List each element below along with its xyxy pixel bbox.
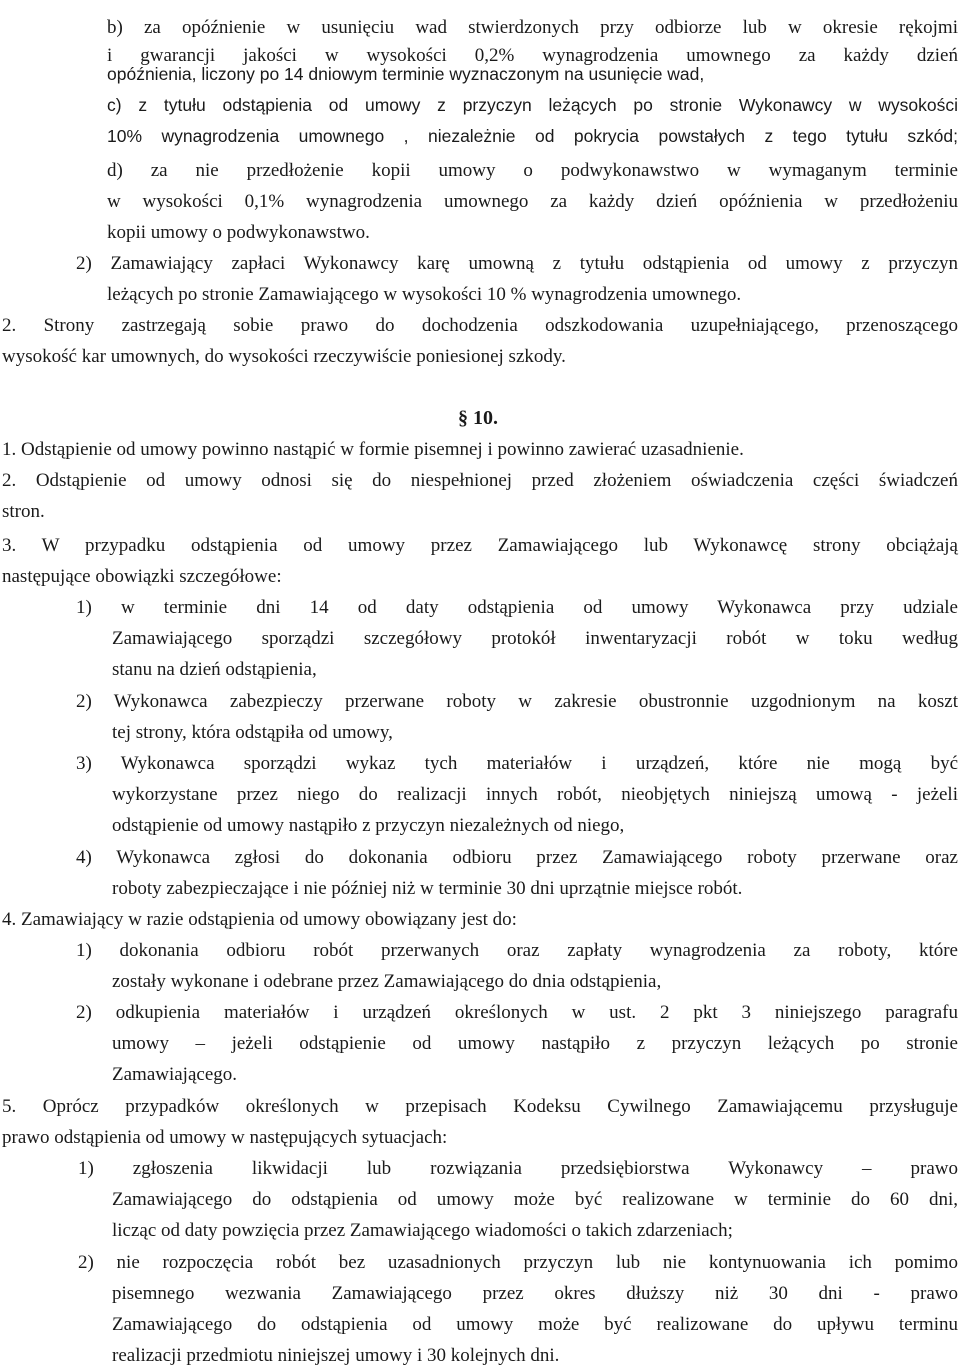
- text-line: wysokość kar umownych, do wysokości rzeczywiście poniesionej szkody.: [2, 346, 566, 367]
- text-line: Zamawiającego.: [112, 1064, 238, 1085]
- text-line: 4) Wykonawca zgłosi do dokonania odbioru przez Zamawiającego roboty przerwane oraz: [76, 847, 958, 868]
- section-heading: § 10.: [458, 407, 498, 429]
- text-line: 3) Wykonawca sporządzi wykaz tych materiałów i urządzeń, które nie mogą być: [76, 753, 958, 774]
- text-line: Zamawiającego sporządzi szczegółowy protokół inwentaryzacji robót w toku według: [112, 628, 958, 649]
- text-line: wykorzystane przez niego do realizacji innych robót, nieobjętych niniejszą umową - jeżeli: [112, 784, 958, 805]
- text-line: następujące obowiązki szczegółowe:: [2, 566, 282, 587]
- text-line: 10% wynagrodzenia umownego , niezależnie od pokrycia powstałych z tego tytułu szkód;: [107, 126, 958, 146]
- text-line: 1) dokonania odbioru robót przerwanych oraz zapłaty wynagrodzenia za roboty, które: [76, 940, 958, 961]
- text-line: 2) odkupienia materiałów i urządzeń określonych w ust. 2 pkt 3 niniejszego paragrafu: [76, 1002, 958, 1023]
- text-line: pisemnego wezwania Zamawiającego przez okres dłuższy niż 30 dni - prawo: [112, 1283, 958, 1304]
- text-line: odstąpienie od umowy nastąpiło z przyczyn niezależnych od niego,: [112, 815, 625, 836]
- text-line: stanu na dzień odstąpienia,: [112, 659, 317, 680]
- text-line: 1) zgłoszenia likwidacji lub rozwiązania przedsiębiorstwa Wykonawcy – prawo: [78, 1158, 958, 1179]
- text-line: d) za nie przedłożenie kopii umowy o podwykonawstwo w wymaganym terminie: [107, 160, 958, 181]
- text-line: 5. Oprócz przypadków określonych w przepisach Kodeksu Cywilnego Zamawiającemu przysługuje: [2, 1096, 958, 1117]
- text-line: realizacji przedmiotu niniejszej umowy i 30 kolejnych dni.: [112, 1345, 560, 1366]
- text-line: 3. W przypadku odstąpienia od umowy przez Zamawiającego lub Wykonawcę strony obciążają: [2, 535, 958, 556]
- text-line: i gwarancji jakości w wysokości 0,2% wynagrodzenia umownego za każdy dzień: [107, 45, 958, 66]
- text-line: Zamawiającego do odstąpienia od umowy może być realizowane do upływu terminu: [112, 1314, 958, 1335]
- text-line: 2) Wykonawca zabezpieczy przerwane roboty w zakresie obustronnie uzgodnionym na koszt: [76, 691, 958, 712]
- text-line: tej strony, która odstąpiła od umowy,: [112, 722, 393, 743]
- text-line: 2. Strony zastrzegają sobie prawo do dochodzenia odszkodowania uzupełniającego, przenoszącego: [2, 315, 958, 336]
- text-line: 1. Odstąpienie od umowy powinno nastąpić w formie pisemnej i powinno zawierać uzasadnienie.: [2, 439, 744, 460]
- text-line: 1) w terminie dni 14 od daty odstąpienia od umowy Wykonawca przy udziale: [76, 597, 958, 618]
- text-line: opóźnienia, liczony po 14 dniowym terminie wyznaczonym na usunięcie wad,: [107, 64, 705, 84]
- text-line: 2) nie rozpoczęcia robót bez uzasadnionych przyczyn lub nie kontynuowania ich pomimo: [78, 1252, 958, 1273]
- text-line: umowy – jeżeli odstąpienie od umowy nastąpiło z przyczyn leżących po stronie: [112, 1033, 958, 1054]
- text-line: c) z tytułu odstąpienia od umowy z przyczyn leżących po stronie Wykonawcy w wysokości: [107, 95, 958, 115]
- text-line: kopii umowy o podwykonawstwo.: [107, 222, 370, 243]
- text-line: b) za opóźnienie w usunięciu wad stwierdzonych przy odbiorze lub w okresie rękojmi: [107, 17, 958, 38]
- text-line: zostały wykonane i odebrane przez Zamawiającego do dnia odstąpienia,: [112, 971, 662, 992]
- text-line: Zamawiającego do odstąpienia od umowy może być realizowane w terminie do 60 dni,: [112, 1189, 958, 1210]
- text-line: 2. Odstąpienie od umowy odnosi się do niespełnionej przed złożeniem oświadczenia części świadczeń: [2, 470, 958, 491]
- text-line: leżących po stronie Zamawiającego w wysokości 10 % wynagrodzenia umownego.: [107, 284, 742, 305]
- text-line: prawo odstąpienia od umowy w następujących sytuacjach:: [2, 1127, 448, 1148]
- text-line: 2) Zamawiający zapłaci Wykonawcy karę umowną z tytułu odstąpienia od umowy z przyczyn: [76, 253, 958, 274]
- text-line: 4. Zamawiający w razie odstąpienia od umowy obowiązany jest do:: [2, 909, 517, 930]
- text-line: stron.: [2, 501, 45, 522]
- text-line: roboty zabezpieczające i nie później niż w terminie 30 dni uprzątnie miejsce robót.: [112, 878, 743, 899]
- text-line: licząc od daty powzięcia przez Zamawiającego wiadomości o takich zdarzeniach;: [112, 1220, 733, 1241]
- text-line: w wysokości 0,1% wynagrodzenia umownego za każdy dzień opóźnienia w przedłożeniu: [107, 191, 958, 212]
